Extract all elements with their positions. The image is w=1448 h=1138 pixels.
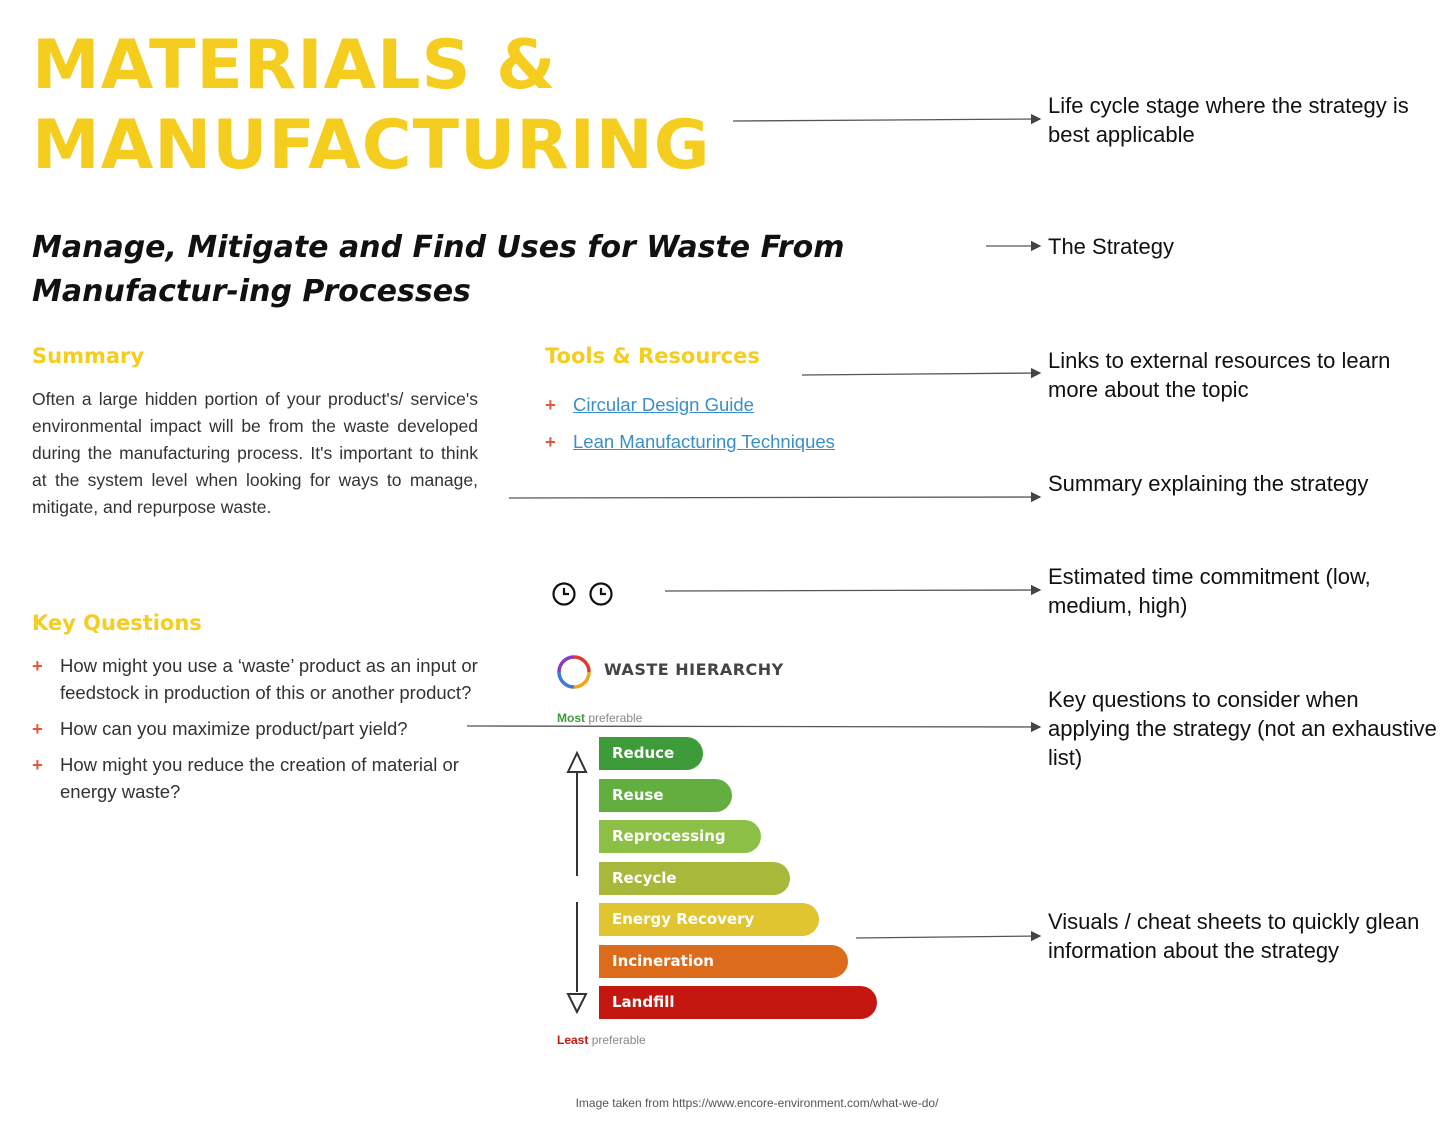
most-label: Most (557, 711, 585, 725)
hierarchy-level-reduce: Reduce (599, 737, 703, 770)
plus-icon: + (545, 394, 556, 415)
hierarchy-level-incineration: Incineration (599, 945, 848, 978)
plus-icon: + (32, 754, 43, 775)
lean-manufacturing-link[interactable]: Lean Manufacturing Techniques (573, 431, 835, 452)
title-line-2: MANUFACTURING (32, 106, 711, 185)
key-questions-heading: Key Questions (32, 611, 202, 635)
summary-heading: Summary (32, 344, 145, 368)
preferable-label: preferable (585, 711, 643, 725)
annotation-strategy: The Strategy (1048, 234, 1174, 259)
annotation-time-commitment: Estimated time commitment (low, medium, high) (1048, 564, 1371, 618)
hierarchy-level-energy-recovery: Energy Recovery (599, 903, 819, 936)
plus-icon: + (32, 718, 43, 739)
annotation-key-questions: Key questions to consider when applying the strategy (not an exhaustive list) (1048, 687, 1437, 770)
tools-heading: Tools & Resources (545, 344, 760, 368)
hierarchy-level-reuse: Reuse (599, 779, 732, 812)
title-line-1: MATERIALS & (32, 26, 557, 105)
key-question-text: How can you maximize product/part yield? (60, 718, 408, 739)
annotation-lifecycle-stage: Life cycle stage where the strategy is best applicable (1048, 93, 1409, 147)
hierarchy-level-recycle: Recycle (599, 862, 790, 895)
preferable-label: preferable (588, 1033, 646, 1047)
least-label: Least (557, 1033, 589, 1047)
strategy-title: Manage, Mitigate and Find Uses for Waste From Manufactur-ing Processes (32, 230, 845, 309)
annotation-summary: Summary explaining the strategy (1048, 471, 1369, 496)
hierarchy-level-reprocessing: Reprocessing (599, 820, 761, 853)
plus-icon: + (545, 431, 556, 452)
circular-design-guide-link[interactable]: Circular Design Guide (573, 394, 754, 415)
hierarchy-level-landfill: Landfill (599, 986, 877, 1019)
waste-hierarchy-title: WASTE HIERARCHY (604, 660, 784, 679)
plus-icon: + (32, 655, 43, 676)
summary-text: Often a large hidden portion of your product's/ service's environmental impact will be from the waste developed during the manufacturing process. It's important to think at the system level when looking for ways to manage, mitigate, and repurpose waste. (32, 389, 478, 517)
key-question-text: How might you reduce the creation of material or energy waste? (60, 754, 459, 802)
annotation-tools: Links to external resources to learn more about the topic (1048, 348, 1391, 402)
key-question-text: How might you use a ‘waste’ product as an input or feedstock in production of this or another product? (60, 655, 478, 703)
image-source-credit: Image taken from https://www.encore-environment.com/what-we-do/ (575, 1096, 939, 1110)
annotation-visuals: Visuals / cheat sheets to quickly glean information about the strategy (1048, 909, 1420, 963)
